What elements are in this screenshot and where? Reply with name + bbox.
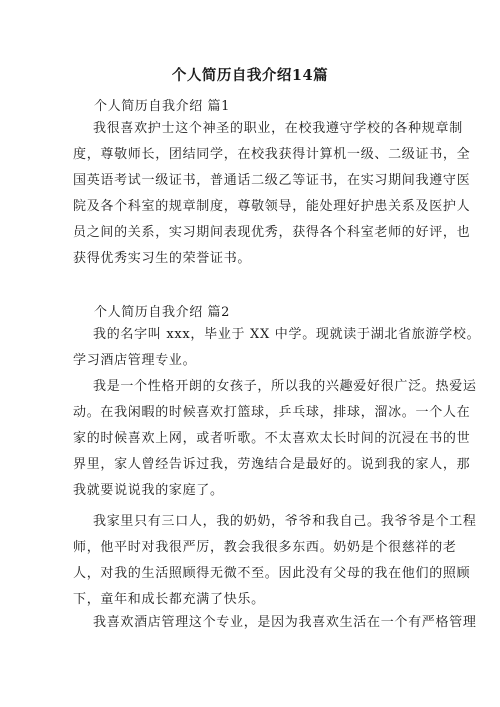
text-line: 界里，家人曾经告诉过我，劳逸结合是最好的。说到我的家人，那	[73, 457, 471, 472]
text-line: 我就要说说我的家庭了。	[73, 483, 224, 498]
paragraph-s2-p4	[73, 610, 477, 636]
text-line: 员之间的关系，实习期间表现优秀，获得各个科室老师的好评，也	[73, 225, 471, 240]
text-line: 我喜欢酒店管理这个专业，是因为我喜欢生活在一个有严格管理	[93, 615, 477, 630]
text-line: 院及各个科室的规章制度，尊敬领导，能处理好护患关系及医护人	[73, 199, 471, 214]
section-heading-1: 个人简历自我介绍 篇1	[94, 99, 231, 114]
text-line: 动。在我闲暇的时候喜欢打篮球，乒乓球，排球，溜冰。一个人在	[73, 405, 471, 420]
text-line: 我的名字叫 xxx，毕业于 XX 中学。现就读于湖北省旅游学校。	[93, 327, 481, 342]
paragraph-s2-p1	[73, 322, 481, 374]
text-line: 度，尊敬师长，团结同学，在校我获得计算机一级、二级证书，全	[73, 147, 471, 162]
text-line: 下，童年和成长都充满了快乐。	[73, 592, 265, 607]
text-line: 师，他平时对我很严厉，教会我很多东西。奶奶是个很慈祥的老	[73, 540, 457, 555]
text-line: 我家里只有三口人，我的奶奶，爷爷和我自己。我爷爷是个工程	[93, 514, 477, 529]
section-heading-2: 个人简历自我介绍 篇2	[94, 305, 231, 320]
paragraph-s2-p3	[73, 509, 477, 613]
text-line: 获得优秀实习生的荣誉证书。	[73, 251, 252, 266]
paragraph-s2-p2	[73, 374, 477, 504]
text-line: 人，对我的生活照顾得无微不至。因此没有父母的我在他们的照顾	[73, 566, 471, 581]
paragraph-s1-p1	[73, 116, 471, 272]
text-line: 我很喜欢护士这个神圣的职业，在校我遵守学校的各种规章制	[93, 121, 463, 136]
text-line: 国英语考试一级证书，普通话二级乙等证书，在实习期间我遵守医	[73, 173, 471, 188]
text-line: 我是一个性格开朗的女孩子，所以我的兴趣爱好很广泛。热爱运	[93, 379, 477, 394]
text-line: 学习酒店管理专业。	[73, 353, 197, 368]
text-line: 家的时候喜欢上网，或者听歌。不太喜欢太长时间的沉浸在书的世	[73, 431, 471, 446]
document-title: 个人简历自我介绍14篇	[171, 67, 329, 84]
